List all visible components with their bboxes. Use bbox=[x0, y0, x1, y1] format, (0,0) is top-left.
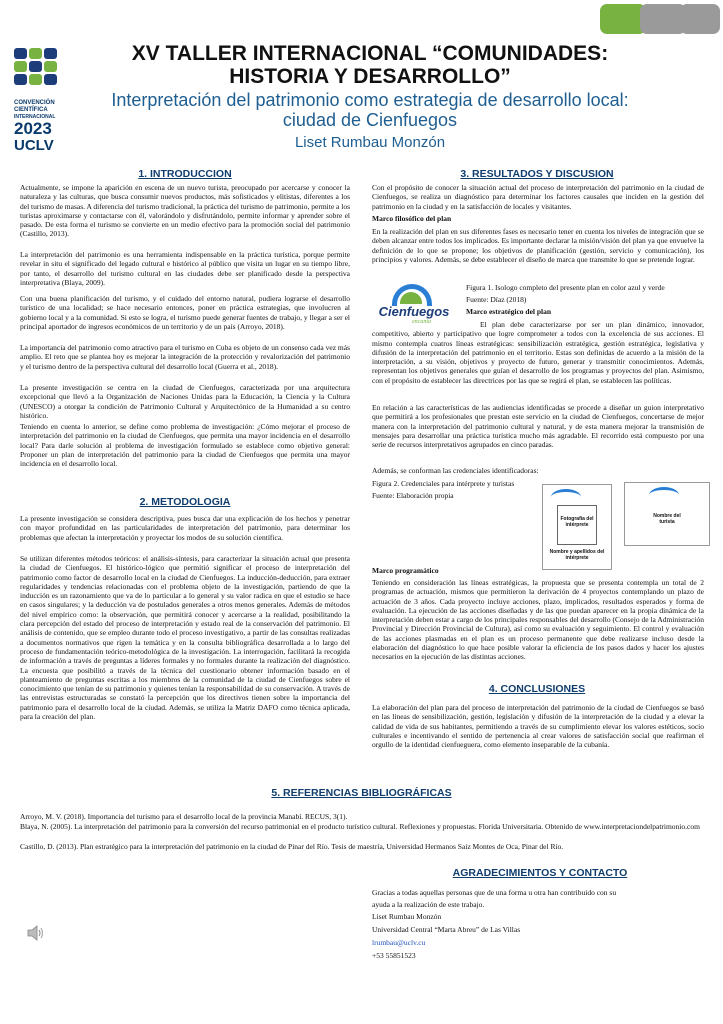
results-paragraph-3: El plan debe caracterizarse por ser un plan dinámico, innovador, competitivo, abierto y participativo que logre comprometer a todos con la excelencia de sus acciones. El mismo contempla cuatros líneas estratégicas: sensibilización estratégica, gestión estratégica, legislativa y difusión de la interpretación del patrimonio en el territorio. Estas son definidas de acuerdo a la misión de la interpretación, a su visión, objetivos y proyecto de futuro, generar y transmitir conocimientos. Además, representan los objetivos generales que guían el desarrollo de los programas y proyectos del plan. Asimismo, con el propósito de establecer las directrices por las que se regirá el plan, se establecen las políticas. bbox=[372, 320, 704, 385]
credential-tourist bbox=[624, 482, 710, 546]
results-paragraph-4: En relación a las características de las audiencias identificadas se procede a diseñar un guion interpretativo que permitirá a los profesionales que prestan este servicio en la ciudad de Cienfuegos, concertarse de mejor manera con la interpretación del patrimonio cultural y natural, y de esta manera mejorar la transmisión de mensajes para desarrollar una práctica turística mucho más agradable. El recorrido está compuesto por una serie de recursos interpretativos agrupados en cinco paradas. bbox=[372, 403, 704, 450]
intro-paragraph-4: La importancia del patrimonio como atractivo para el turismo en Cuba es objeto de un consenso cada vez más amplio. El reto que se plantea hoy es mejorar la integración de la protección y revalorización del patrimonio y el turismo dentro de la perspectiva cultural del desarrollo local (Guerra et al., 2018). bbox=[20, 343, 350, 371]
intro-paragraph-2: La interpretación del patrimonio es una herramienta indispensable en la práctica turística, porque permite revelar in situ el significado del legado cultural e histórico al público que visita un lugar en su tiempo libre, por tanto, el desarrollo del turismo cultural en las ciudades debe ser planificado desde la perspectiva interpretativa (Blaya, 2009). bbox=[20, 250, 350, 287]
results-paragraph-6: Teniendo en consideración las líneas estratégicas, la propuesta que se presenta contempla un total de 2 programas de actuación, mismos que permitieron la derivación de 4 proyectos contemplando un plazo de actuación de 3 años. Cada proyecto incluye acciones, plazo, implicados, resultados esperados y forma de evaluación. La ejecución de las acciones diseñadas y de las que puedan aparecer en la propia dinámica de la interpretación deben estar a cargo de los principales responsables del desarrollo (Consejo de la Administración Provincial y Dirección Provincial de Cultura), así como su evaluación y seguimiento. El control y evaluación de las acciones plasmadas en el plan es un proceso permanente que debe realizarse incluso desde la elaboración del diagnóstico lo que hace posible valorar la eficiencia de los pasos dados y hacer los ajustes necesarios en la ejecución de las distintas acciones. bbox=[372, 578, 704, 662]
figure-1-caption: Figura 1. Isologo completo del presente plan en color azul y verde bbox=[466, 283, 665, 292]
results-paragraph-5: Además, se conforman las credenciales identificadoras: bbox=[372, 466, 539, 475]
credential-photo-label: Fotografía del intérprete bbox=[560, 516, 594, 528]
logo-line1: CONVENCIÓN bbox=[14, 100, 55, 106]
corner-tile-gray-2 bbox=[680, 4, 720, 34]
convention-logo-mark bbox=[14, 48, 64, 98]
logo-line2: CIENTÍFICA bbox=[14, 107, 48, 113]
reference-3: Castillo, D. (2013). Plan estratégico para la interpretación del patrimonio en la ciudad de Pinar del Río. Tesis de maestría, Universidad Hermanos Saiz Montes de Oca, Pinar del Río. bbox=[20, 842, 564, 851]
acknowledgements-heading: AGRADECIMIENTOS Y CONTACTO bbox=[452, 867, 628, 879]
ack-email bbox=[372, 938, 425, 947]
poster-subtitle: Interpretación del patrimonio como estrategia de desarrollo local: ciudad de Cienfuegos bbox=[111, 90, 629, 130]
credential-interpreter-name: Nombre y apellidos del intérprete bbox=[549, 549, 605, 561]
logo-year: 2023 bbox=[14, 119, 52, 138]
credential-logo-icon bbox=[551, 489, 581, 505]
reference-2: Blaya, N. (2005). La interpretación del patrimonio para la conversión del recurso patrimonial en el producto turístico cultural. Reflexiones y propuestas. Florida Universitaria. Obtenido de www.interpretaciondelpatrimonio.com bbox=[20, 822, 700, 831]
intro-paragraph-6: Teniendo en cuenta lo anterior, se define como problema de investigación: ¿Cómo mejorar el proceso de interpretación del patrimonio en la ciudad de Cienfuegos, que permita una mayor incidencia en el desarrollo local? Para darle solución al problema de investigación formulado se establece como objetivo general: Proponer un plan de interpretación del patrimonio para la ciudad de Cienfuegos que permita una mayor incidencia en el desarrollo local. bbox=[20, 422, 350, 469]
logo-word: Cienfuegos bbox=[378, 304, 450, 319]
intro-paragraph-1: Actualmente, se impone la aparición en escena de un nuevo turista, preocupado por acercarse y conocer la naturaleza y las culturas, que busca consumir nuevos productos, más sofisticados y elitistas, diferentes a los del turismo de masas. A diferencia del turismo tradicional, la práctica del turismo de patrimonio, permite a los turistas aproximarse y contactarse con él, valorándolo y disfrutándolo, permite informar y aprender sobre el pasado. De esta forma el turismo se convierte en un medio efectivo para la promoción social del patrimonio (Castillo, 2013). bbox=[20, 183, 350, 239]
marco-estrategico-heading: Marco estratégico del plan bbox=[466, 307, 552, 316]
email-link[interactable]: lrumbau@uclv.cu bbox=[372, 938, 426, 947]
credential-tourist-label: Nombre del turista bbox=[653, 513, 681, 525]
credential-photo-box bbox=[557, 505, 597, 545]
conclusions-heading: 4. CONCLUSIONES bbox=[488, 683, 586, 695]
ack-university: Universidad Central “Marta Abreu” de Las Villas bbox=[372, 925, 521, 934]
ack-line-2: ayuda a la realización de este trabajo. bbox=[372, 900, 485, 909]
logo-org: UCLV bbox=[14, 137, 54, 154]
method-paragraph-1: La presente investigación se considera descriptiva, pues busca dar una explicación de los hechos y penetrar con mayor profundidad en las particularidades de interpretación del patrimonio, para determinar los problemas que afectan la interpretación y proyectar los modos de su solución científica. bbox=[20, 514, 350, 542]
logo-line3: INTERNACIONAL bbox=[14, 114, 56, 120]
poster-title: XV TALLER INTERNACIONAL “COMUNIDADES: HISTORIA Y DESARROLLO” bbox=[131, 42, 609, 88]
figure-2-source: Fuente: Elaboración propia bbox=[372, 491, 454, 500]
results-paragraph-1: Con el propósito de conocer la situación actual del proceso de interpretación del patrimonio en la ciudad de Cienfuegos, se realiza un diagnóstico para determinar los factores causales que inciden en la gestión del patrimonio en la ciudad y en la satisfacción de locales y visitantes. bbox=[372, 183, 704, 211]
figure-1-source: Fuente: Díaz (2018) bbox=[466, 295, 527, 304]
marco-programatico-heading: Marco programático bbox=[372, 566, 439, 575]
author-name: Liset Rumbau Monzón bbox=[294, 134, 446, 151]
marco-filosofico-heading: Marco filosófico del plan bbox=[372, 214, 452, 223]
results-paragraph-2: En la realización del plan en sus diferentes fases es necesario tener en cuenta los niveles de integración que se deben alcanzar entre todos los implicados. Es importante declarar la misión/visión del plan ya que envuelve la definición de lo que se propone; los objetivos de planificación (gestión, servicio y comunicación), los principios y valores. Además, se debe establecer el diseño de marca que transmite lo que se pretende lograr. bbox=[372, 227, 704, 264]
ack-name: Liset Rumbau Monzón bbox=[372, 912, 442, 921]
credential-interpreter bbox=[542, 484, 612, 570]
method-paragraph-2: Se utilizan diferentes métodos teóricos: el análisis-síntesis, para caracterizar la situación actual que presenta la ciudad de Cienfuegos. El histórico-lógico que permitió significar el proceso de interpretación del patrimonio como factor de desarrollo local en la ciudad de Cienfuegos. La inducción-deducción, para extraer regularidades y tendencias relacionadas con el problema objeto de la investigación, partiendo de que la inducción es un razonamiento que va de lo particular a lo general y su valor radica en que el estudio se hace en casos singulares; y la deducción va de postulados generales a otros menos generales. Además de métodos del nivel empírico como: la observación, que permitirá conocer y acercarse a la realidad, posibilitando la clara percepción del estado del proceso de interpretación y estado real de la conservación del patrimonio. El análisis de contenido, que se empleo durante todo el proceso investigativo, a partir de las consultas realizadas a documentos normativos que rigen la temática y en la consulta bibliográfica desarrollada a lo largo del proceso de fundamentación teórico-metodológica de la investigación. La interrogación, facilitará la recogida de información a través de preguntas a líderes formales y no formales durante la realización del diagnóstico. La encuesta que posibilitó a través de la técnica del cuestionario obtener información basado en el planteamiento de preguntas escritas a los miembros de la comunidad de la ciudad de Cienfuegos sobre el conocimiento que tenían de su patrimonio y quienes tenían la responsabilidad de su conservación. A través de las entrevistas estructuradas se constató la percepción que los directivos tienen sobre la importancia del patrimonio para el desarrollo local de la ciudad. Además, se utiliza la Matriz DAFO como técnica aplicada, para la creación del plan. bbox=[20, 554, 350, 722]
method-heading: 2. METODOLOGIA bbox=[139, 496, 231, 508]
speaker-icon[interactable] bbox=[26, 924, 46, 942]
ack-phone: +53 55851523 bbox=[372, 951, 416, 960]
intro-paragraph-3: Con una buena planificación del turismo, y el cuidado del entorno natural, pudiera lograrse el desarrollo turístico de una localidad; se hace necesario entonces, poner en práctica estrategias, que involucren al gobierno local y a la comunidad. Si esto se logra, el turismo puede generar fuentes de trabajo, y llegar a ser el principal aportador de ingresos económicos de un territorio y de un país (Arroyo, 2018). bbox=[20, 294, 350, 331]
intro-heading: 1. INTRODUCCION bbox=[138, 168, 232, 180]
conclusions-paragraph: La elaboración del plan para del proceso de interpretación del patrimonio de la ciudad de Cienfuegos se basó en las líneas de sensibilización, gestión, legislación y difusión de la interpretación de la ciudad y a elevar la calidad de vida de sus habitantes, permitiendo a través de su cumplimiento elevar los valores estéticos, socio culturales e incentivando el sentido de pertenencia al crear valores de satisfacción social que reafirman el orgullo de la identidad cienfueguera, como elemento inseparable de la cubanía. bbox=[372, 703, 704, 750]
references-heading: 5. REFERENCIAS BIBLIOGRÁFICAS bbox=[271, 787, 452, 799]
results-heading: 3. RESULTADOS Y DISCUSION bbox=[460, 168, 614, 180]
credential-logo-icon bbox=[649, 487, 679, 503]
ack-line-1: Gracias a todas aquellas personas que de una forma u otra han contribuido con su bbox=[372, 888, 617, 897]
intro-paragraph-5: La presente investigación se centra en la ciudad de Cienfuegos, caracterizada por una arquitectura excepcional que llevó a la Organización de Naciones Unidas para la Educación, la Ciencia y la Cultura (UNESCO) a otorgar la condición de Patrimonio Cultural y Arquitectónico de la Humanidad a su centro histórico. bbox=[20, 383, 350, 420]
figure-2-caption: Figura 2. Credenciales para intérprete y turistas bbox=[372, 479, 515, 488]
reference-1: Arroyo, M. V. (2018). Importancia del turismo para el desarrollo local de la provincia Manabí. RECUS, 3(1). bbox=[20, 812, 348, 821]
logo-tagline: encanta bbox=[412, 319, 431, 325]
